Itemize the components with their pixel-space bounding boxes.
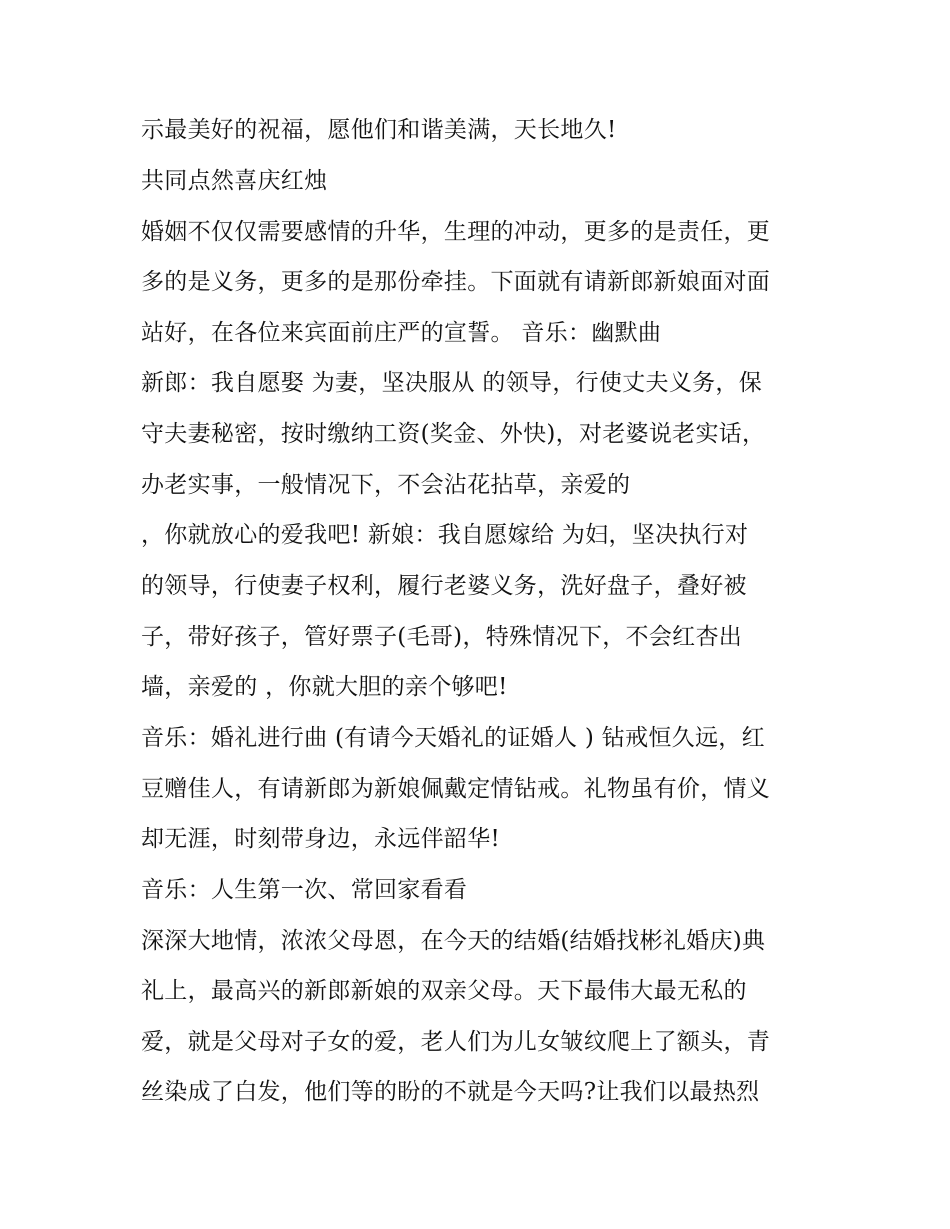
text-line: ，你就放心的爱我吧! 新娘：我自愿嫁给 为妇，坚决执行对 bbox=[141, 522, 749, 548]
text-line: 音乐：人生第一次、常回家看看 bbox=[141, 877, 468, 903]
text-line: 深深大地情，浓浓父母恩，在今天的结婚(结婚找彬礼婚庆)典 bbox=[141, 928, 766, 954]
text-line: 爱，就是父母对子女的爱，老人们为儿女皱纹爬上了额头，青 bbox=[141, 1029, 771, 1055]
text-line: 共同点然喜庆红烛 bbox=[141, 168, 328, 194]
text-line: 站好，在各位来宾面前庄严的宣誓。 音乐：幽默曲 bbox=[141, 320, 662, 346]
text-line: 子，带好孩子，管好票子(毛哥)，特殊情况下，不会红杏出 bbox=[141, 624, 743, 650]
text-line: 婚姻不仅仅需要感情的升华，生理的冲动，更多的是责任，更 bbox=[141, 219, 771, 245]
text-line: 多的是义务，更多的是那份牵挂。下面就有请新郎新娘面对面 bbox=[141, 269, 771, 295]
text-line: 豆赠佳人，有请新郎为新娘佩戴定情钻戒。礼物虽有价，情义 bbox=[141, 776, 771, 802]
text-line: 却无涯，时刻带身边，永远伴韶华! bbox=[141, 826, 501, 852]
text-line: 新郎：我自愿娶 为妻，坚决服从 的领导，行使丈夫义务，保 bbox=[141, 370, 763, 396]
text-line: 丝染成了白发，他们等的盼的不就是今天吗?让我们以最热烈 bbox=[141, 1079, 760, 1105]
text-line: 音乐：婚礼进行曲 (有请今天婚礼的证婚人 ) 钻戒恒久远，红 bbox=[141, 725, 765, 751]
text-line: 的领导，行使妻子权利，履行老婆义务，洗好盘子，叠好被 bbox=[141, 573, 747, 599]
text-line: 办老实事，一般情况下，不会沾花拈草，亲爱的 bbox=[141, 472, 631, 498]
text-line: 礼上，最高兴的新郎新娘的双亲父母。天下最伟大最无私的 bbox=[141, 978, 747, 1004]
text-line: 守夫妻秘密，按时缴纳工资(奖金、外快)，对老婆说老实话， bbox=[141, 421, 766, 447]
text-line: 示最美好的祝福，愿他们和谐美满，天长地久! bbox=[141, 117, 617, 143]
text-line: 墙，亲爱的 ，你就大胆的亲个够吧! bbox=[141, 674, 508, 700]
